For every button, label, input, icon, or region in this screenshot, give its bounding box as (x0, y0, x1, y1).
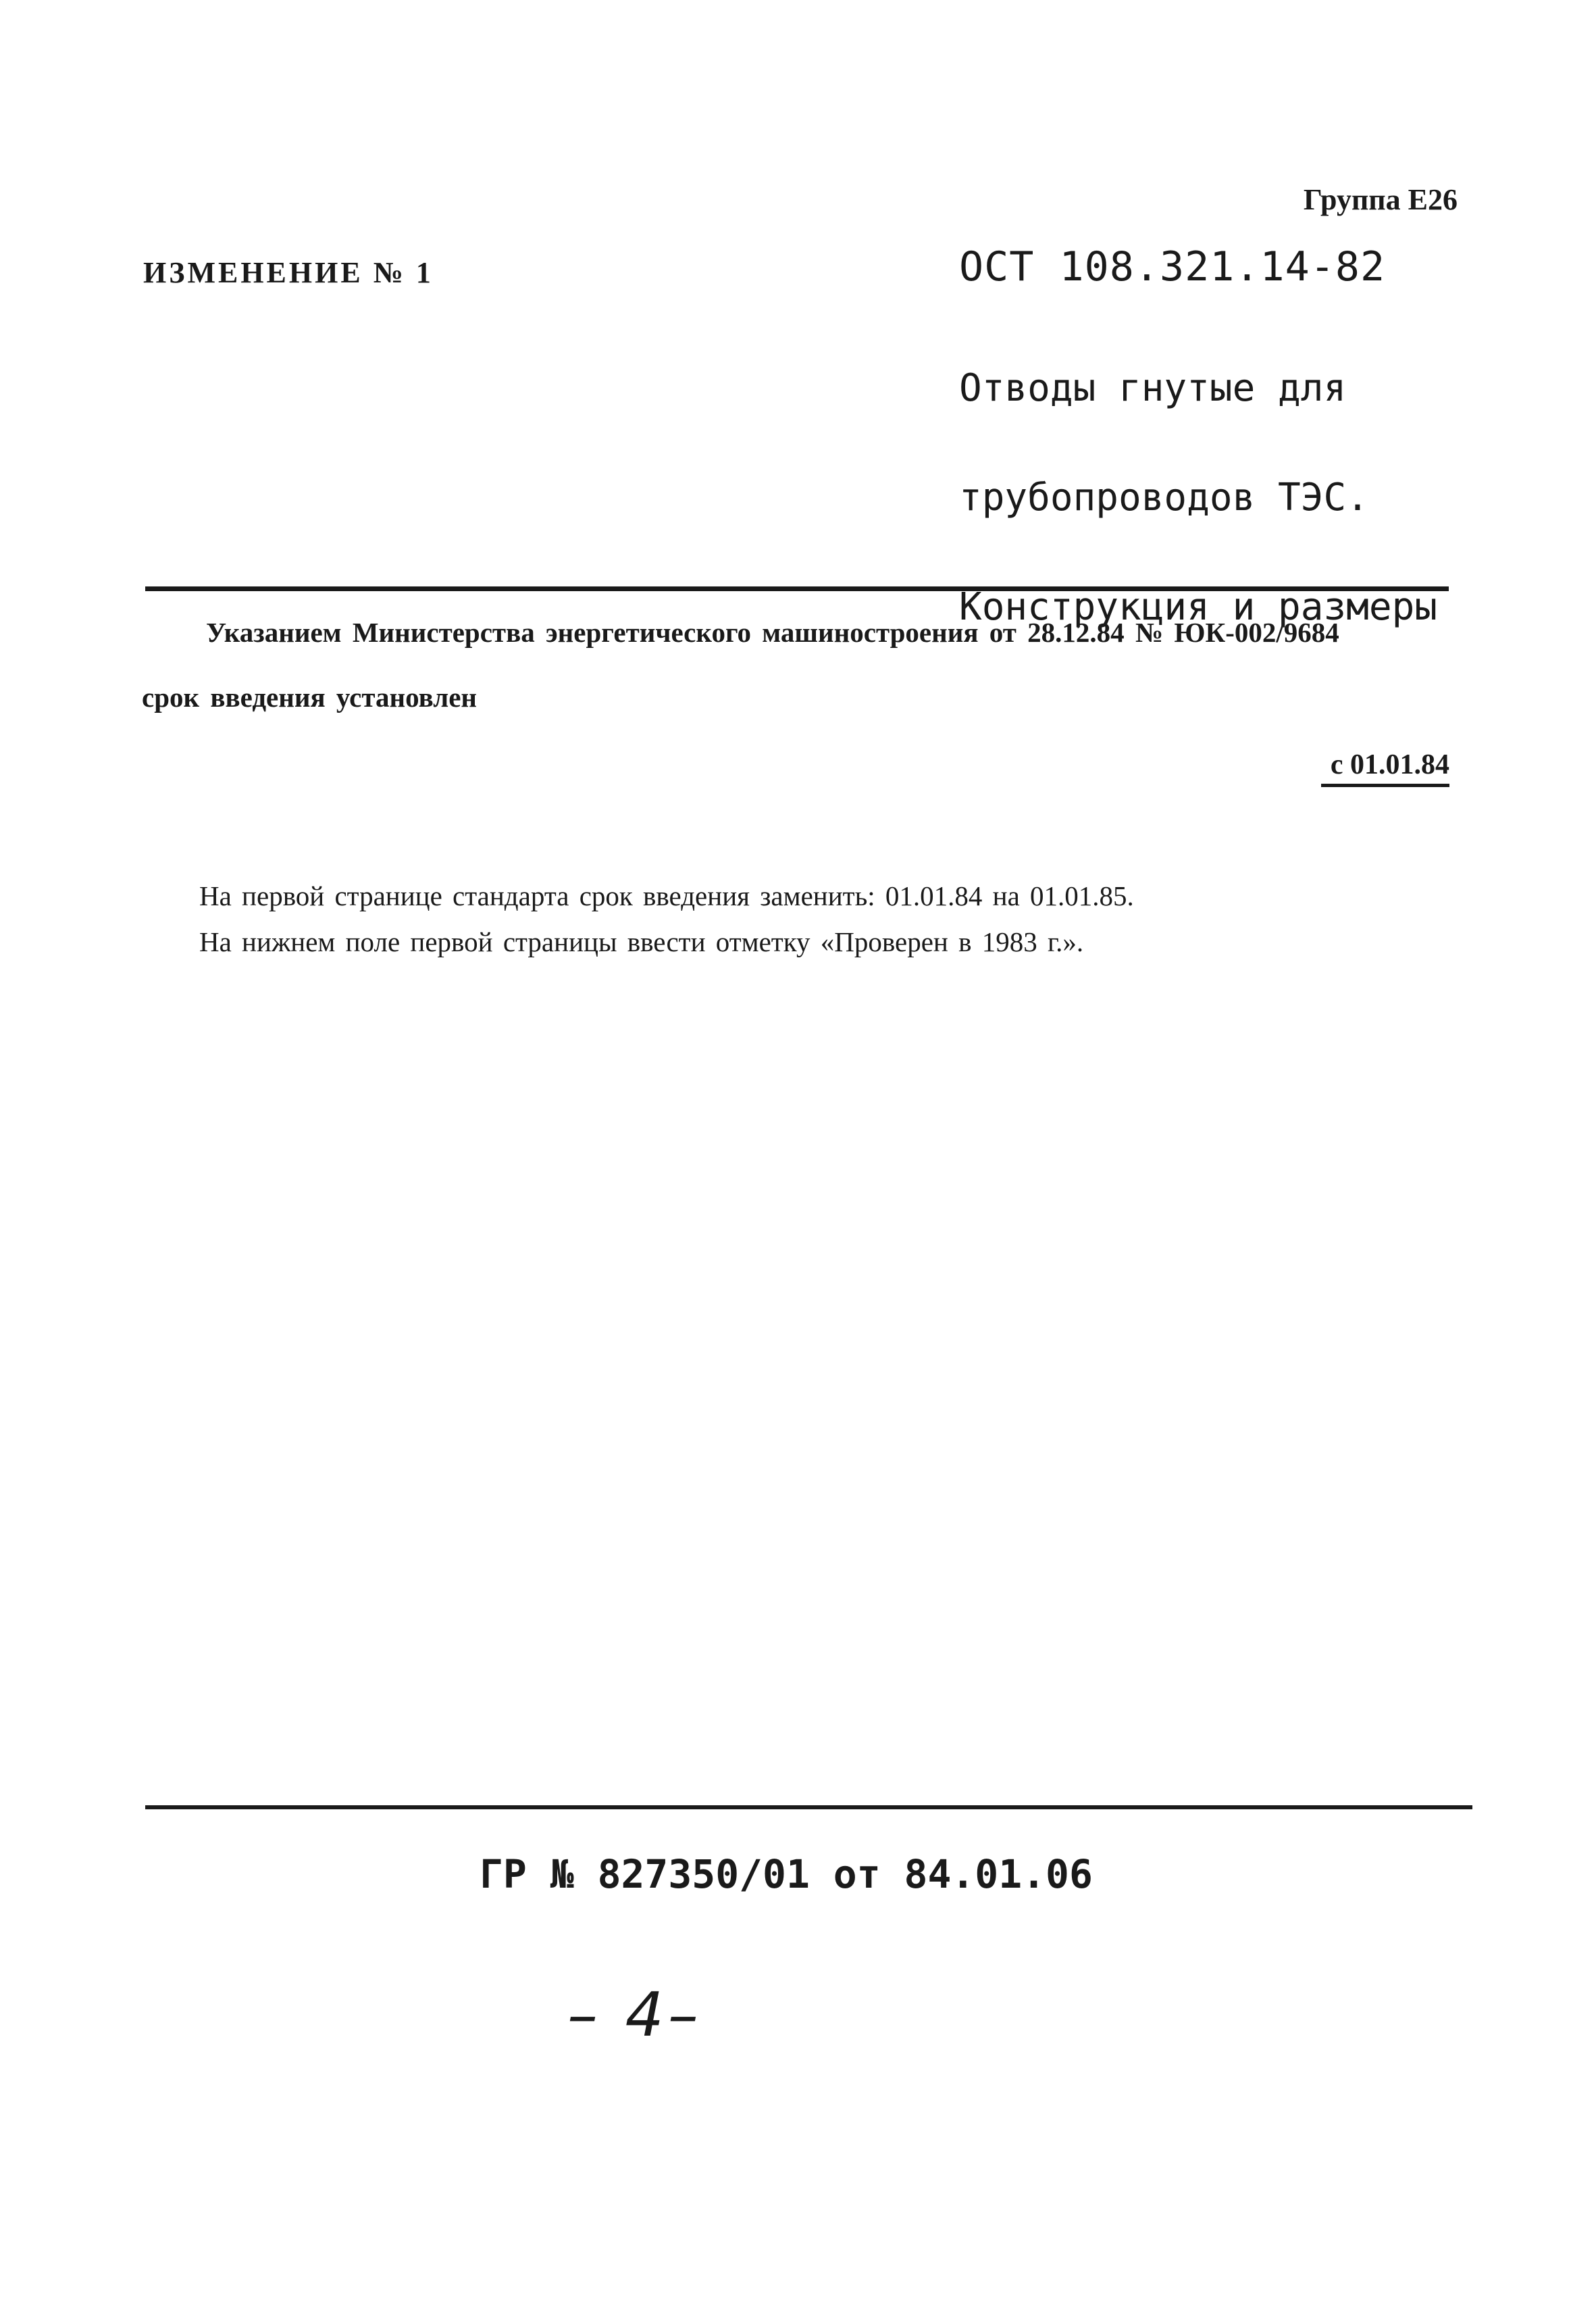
registration-number: ГР № 827350/01 от 84.01.06 (480, 1851, 1093, 1897)
standard-title-line: Отводы гнутые для (959, 366, 1347, 410)
group-label: Группа Е26 (1303, 183, 1458, 216)
standard-title-line: трубопроводов ТЭС. (959, 476, 1369, 520)
change-line: На первой странице стандарта срок введения заменить: 01.01.84 на 01.01.85. (199, 880, 1134, 911)
effective-date: с 01.01.84 (1321, 749, 1449, 787)
standard-title (959, 297, 1437, 662)
page-number: – 4– (567, 1980, 702, 2051)
bottom-divider (145, 1805, 1472, 1809)
directive-text: Указанием Министерства энергетического машиностроения от 28.12.84 № ЮК-002/9684 (206, 617, 1339, 648)
change-number: ИЗМЕНЕНИЕ № 1 (143, 256, 434, 289)
standard-number: ОСТ 108.321.14-82 (959, 243, 1386, 291)
top-divider (145, 586, 1449, 591)
intro-term-text: срок введения установлен (142, 682, 478, 713)
standard-title-line: Конструкция и размеры (959, 585, 1438, 629)
change-line: На нижнем поле первой страницы ввести отметку «Проверен в 1983 г.». (199, 926, 1084, 957)
